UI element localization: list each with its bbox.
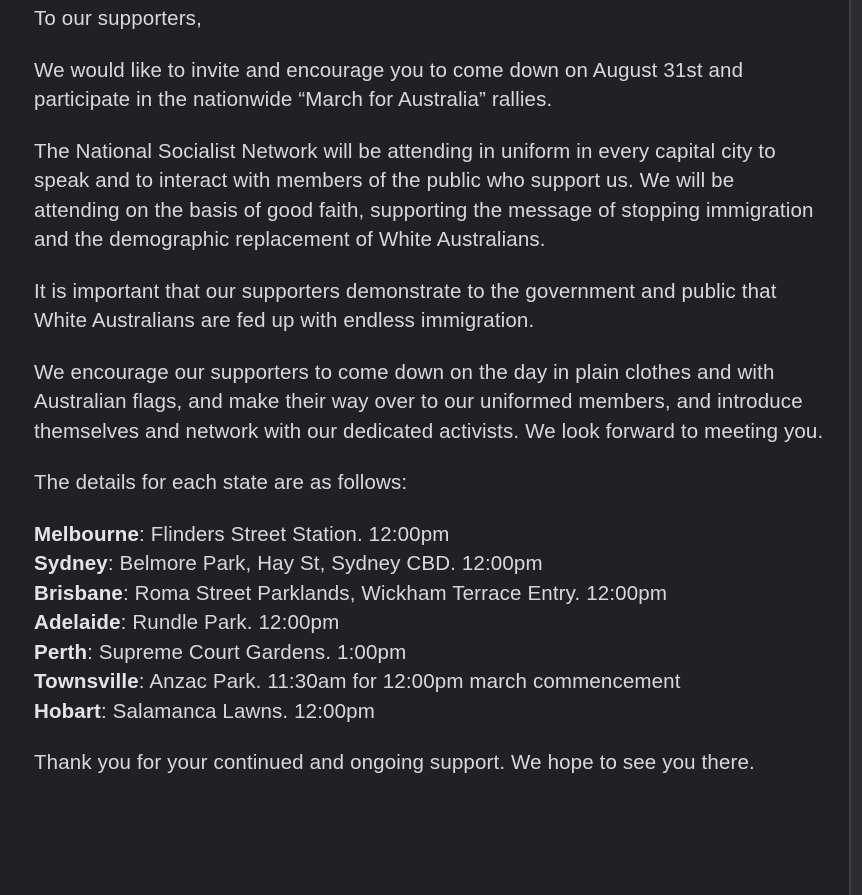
location-city: Brisbane (34, 581, 123, 605)
location-item-melbourne (34, 520, 824, 550)
location-details: : Anzac Park. 11:30am for 12:00pm march commencement (138, 670, 681, 693)
location-item-hobart (34, 697, 824, 727)
location-item-perth (34, 638, 824, 668)
scrollbar-edge (849, 0, 851, 895)
paragraph-encourage: We encourage our supporters to come down on the day in plain clothes and with Australian flags, and make their way over to our uniformed members, and introduce themselves and network with our dedicated activists. We look forward to meeting you. (34, 360, 824, 443)
location-item-brisbane (34, 579, 824, 609)
location-details: : Belmore Park, Hay St, Sydney CBD. 12:00pm (107, 552, 543, 575)
location-details: : Roma Street Parklands, Wickham Terrace Entry. 12:00pm (122, 581, 668, 605)
location-city: Perth (34, 640, 88, 664)
greeting: To our supporters, (34, 7, 202, 30)
paragraph-demonstrate: It is important that our supporters demonstrate to the government and public that White Australians are fed up with endless immigration. (34, 279, 777, 332)
location-city: Sydney (34, 552, 108, 575)
location-details: : Supreme Court Gardens. 1:00pm (87, 640, 407, 664)
location-item-sydney (34, 549, 824, 579)
paragraph-details-intro: The details for each state are as follows: (34, 471, 408, 494)
location-city: Townsville (34, 670, 139, 693)
location-details: : Salamanca Lawns. 12:00pm (100, 699, 375, 723)
location-item-adelaide (34, 608, 824, 638)
location-city: Melbourne (34, 522, 139, 546)
location-city: Adelaide (34, 611, 121, 634)
closing-paragraph: Thank you for your continued and ongoing support. We hope to see you there. (34, 751, 755, 774)
letter-body (34, 4, 824, 800)
location-city: Hobart (34, 699, 101, 723)
paragraph-attendance: The National Socialist Network will be attending in uniform in every capital city to speak and to interact with members of the public who support us. We will be attending on the basis of good faith, supporting the message of stopping immigration and the demographic replacement of White Australians. (34, 139, 814, 251)
paragraph-invitation: We would like to invite and encourage you to come down on August 31st and participate in the nationwide “March for Australia” rallies. (34, 58, 744, 111)
location-details: : Rundle Park. 12:00pm (120, 611, 340, 634)
location-details: : Flinders Street Station. 12:00pm (139, 522, 450, 546)
location-item-townsville (34, 667, 824, 697)
location-list (34, 520, 824, 727)
